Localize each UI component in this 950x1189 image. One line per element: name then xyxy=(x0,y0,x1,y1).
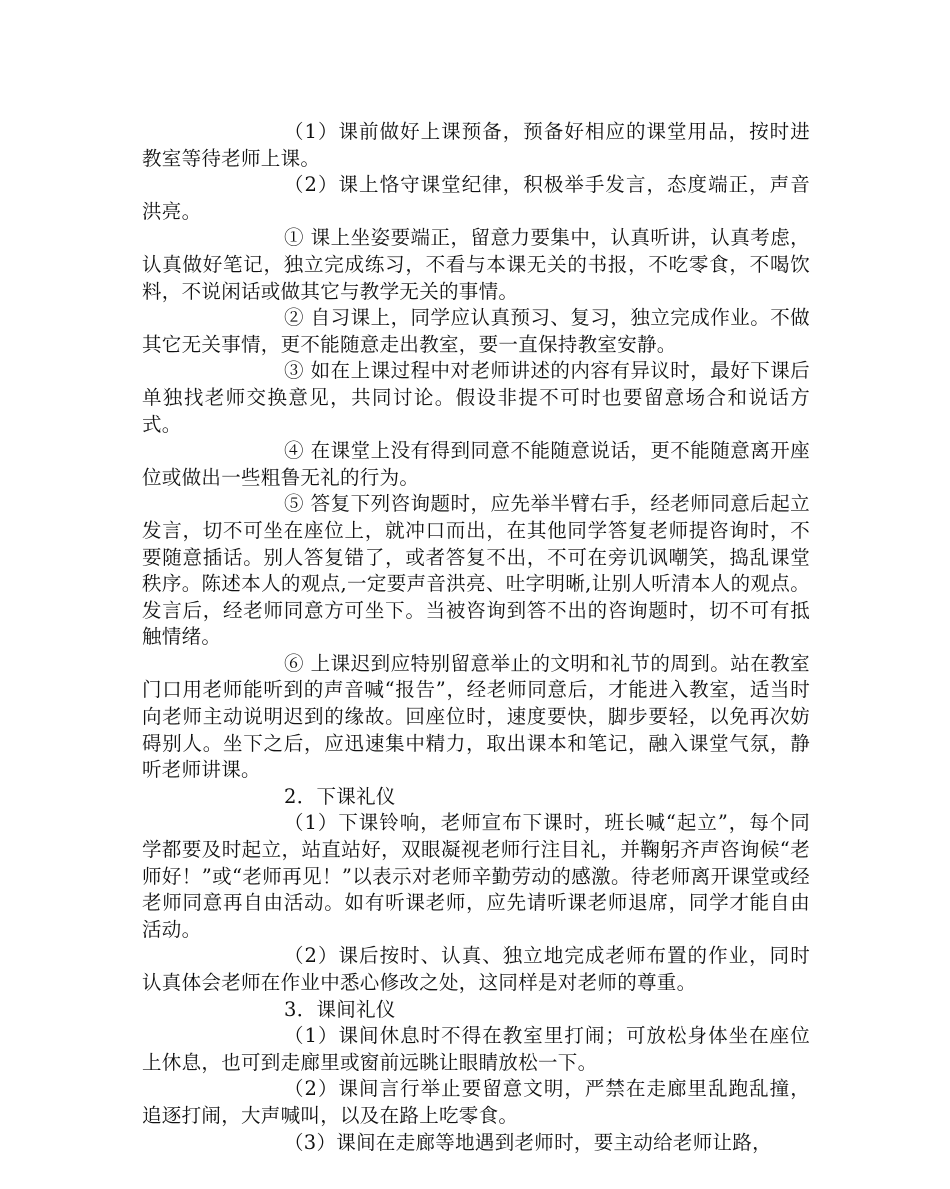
paragraph-after-class-bell: （1）下课铃响，老师宣布下课时，班长喊“起立”，每个同学都要及时起立，站直站好，双眼凝视老师行注目礼，并鞠躬齐声咨询候“老师好！”或“老师再见！”以表示对老师辛勤劳动的感激。待老师离开课堂或经老师同意再自由活动。如有听课老师，应先请听课老师退席，同学才能自由活动。 xyxy=(142,811,810,941)
paragraph-item-3-objections: ③ 如在上课过程中对老师讲述的内容有异议时，最好下课后单独找老师交换意见，共同讨论。假设非提不可时也要留意场合和说话方式。 xyxy=(142,359,810,436)
section-heading-after-class: 2．下课礼仪 xyxy=(284,784,396,808)
paragraph-break-conduct: （2）课间言行举止要留意文明，严禁在走廊里乱跑乱撞，追逐打闹，大声喊叫，以及在路上吃零食。 xyxy=(142,1077,810,1127)
paragraph-item-4-permission: ④ 在课堂上没有得到同意不能随意说话，更不能随意离开座位或做出一些粗鲁无礼的行为。 xyxy=(142,439,810,489)
document-page xyxy=(142,119,810,1156)
paragraph-class-discipline: （2）课上恪守课堂纪律，积极举手发言，态度端正，声音洪亮。 xyxy=(142,173,810,223)
paragraph-before-class-prep: （1）课前做好上课预备，预备好相应的课堂用品，按时进教室等待老师上课。 xyxy=(142,120,810,170)
paragraph-item-5-answering: ⑤ 答复下列咨询题时，应先举半臂右手，经老师同意后起立发言，切不可坐在座位上，就冲口而出，在其他同学答复老师提咨询时，不要随意插话。别人答复错了，或者答复不出，不可在旁讥讽嘲笑，捣乱课堂秩序。陈述本人的观点,一定要声音洪亮、吐字明晰,让别人听清本人的观点。发言后，经老师同意方可坐下。当被咨询到答不出的咨询题时，切不可有抵触情绪。 xyxy=(142,492,810,649)
paragraph-item-2-self-study: ② 自习课上，同学应认真预习、复习，独立完成作业。不做其它无关事情，更不能随意走出教室，要一直保持教室安静。 xyxy=(142,306,810,356)
paragraph-break-rest: （1）课间休息时不得在教室里打闹；可放松身体坐在座位上休息，也可到走廊里或窗前远眺让眼睛放松一下。 xyxy=(142,1024,810,1074)
paragraph-homework: （2）课后按时、认真、独立地完成老师布置的作业，同时认真体会老师在作业中悉心修改之处，这同样是对老师的尊重。 xyxy=(142,944,810,994)
section-heading-break-etiquette: 3．课间礼仪 xyxy=(284,997,396,1021)
paragraph-item-1-posture: ① 课上坐姿要端正，留意力要集中，认真听讲，认真考虑，认真做好笔记，独立完成练习，不看与本课无关的书报，不吃零食，不喝饮料，不说闲话或做其它与教学无关的事情。 xyxy=(142,226,810,303)
paragraph-item-6-lateness: ⑥ 上课迟到应特别留意举止的文明和礼节的周到。站在教室门口用老师能听到的声音喊“报告”，经老师同意后，才能进入教室，适当时向老师主动说明迟到的缘故。回座位时，速度要快，脚步要轻，以免再次妨碍别人。坐下之后，应迅速集中精力，取出课本和笔记，融入课堂气氛，静听老师讲课。 xyxy=(142,651,810,782)
paragraph-break-meeting-teacher: （3）课间在走廊等地遇到老师时，要主动给老师让路， xyxy=(284,1130,772,1154)
